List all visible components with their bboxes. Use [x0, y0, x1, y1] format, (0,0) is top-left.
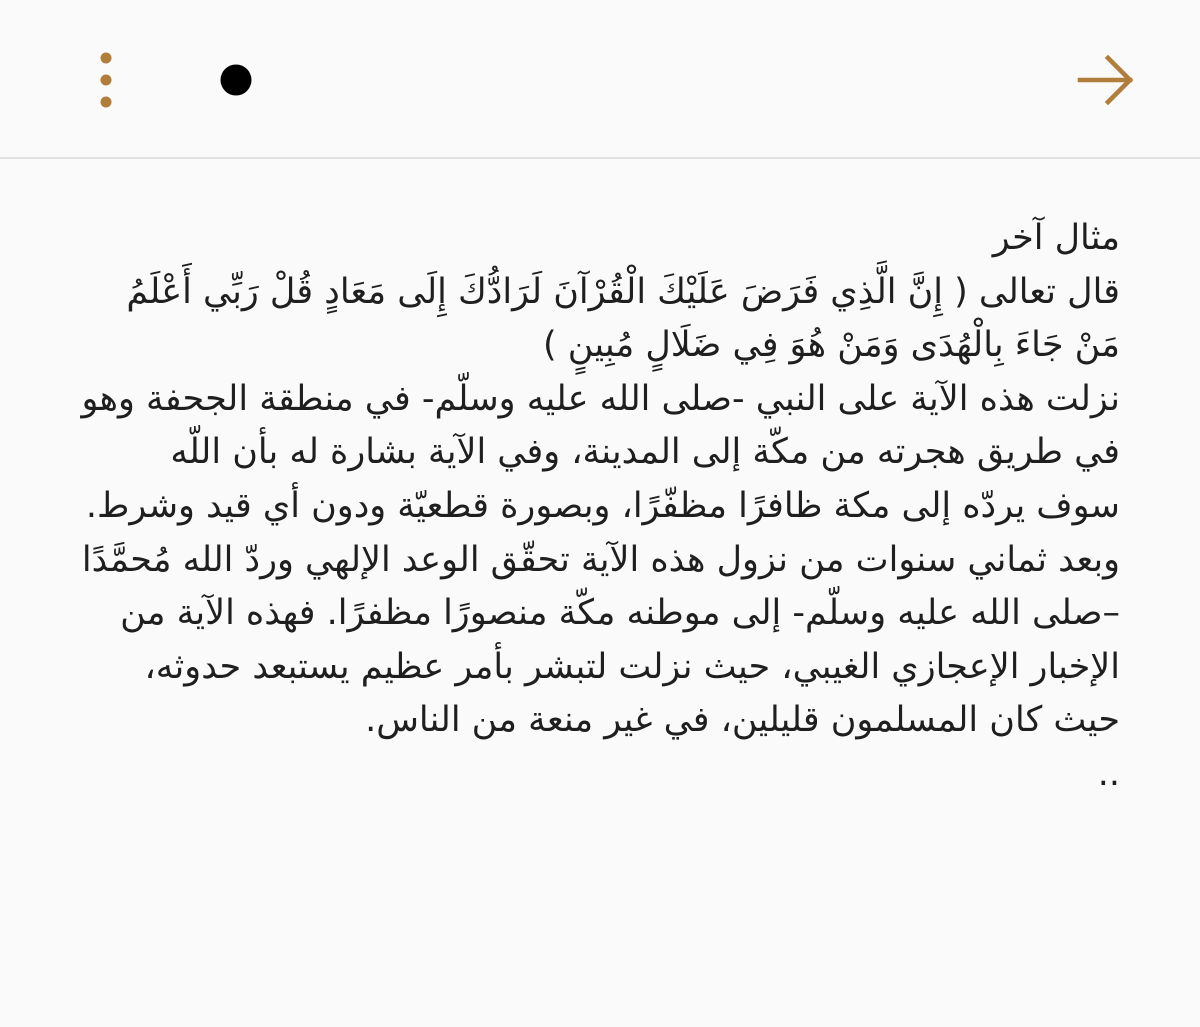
- continuation-ellipsis: ..: [1097, 753, 1120, 794]
- black-dot-icon: [216, 60, 256, 100]
- explanation-paragraph: نزلت هذه الآية على النبي -صلى الله عليه وسلّم- في منطقة الجحفة وهو في طريق هجرته من مكّة إلى المدينة، وفي الآية بشارة له بأن اللّه سوف يردّه إلى مكة ظافرًا مظفّرًا، وبصورة قطعيّة ودون أي قيد وشرط. وبعد ثماني سنوات من نزول هذه الآية تحقّق الوعد الإلهي وردّ الله مُحمَّدًا –صلى الله عليه وسلّم- إلى موطنه مكّة منصورًا مظفرًا. فهذه الآية من الإخبار الإعجازي الغيبي، حيث نزلت لتبشر بأمر عظيم يستبعد حدوثه، حيث كان المسلمون قليلين، في غير منعة من الناس.: [81, 378, 1120, 741]
- quran-verse-paragraph: قال تعالى ( إِنَّ الَّذِي فَرَضَ عَلَيْكَ الْقُرْآنَ لَرَادُّكَ إِلَى مَعَادٍ قُلْ رَبِّي أَعْلَمُ مَنْ جَاءَ بِالْهُدَى وَمَنْ هُوَ فِي ضَلَالٍ مُبِينٍ ): [126, 271, 1120, 366]
- arrow-right-icon: [1074, 50, 1138, 110]
- top-app-bar: [0, 0, 1200, 159]
- article-content: [78, 212, 1120, 802]
- article-title: مثال آخر: [992, 218, 1120, 258]
- status-dot-button[interactable]: [206, 50, 266, 110]
- more-options-button[interactable]: [76, 44, 136, 116]
- more-vertical-icon: [93, 45, 119, 115]
- back-button[interactable]: [1068, 44, 1144, 116]
